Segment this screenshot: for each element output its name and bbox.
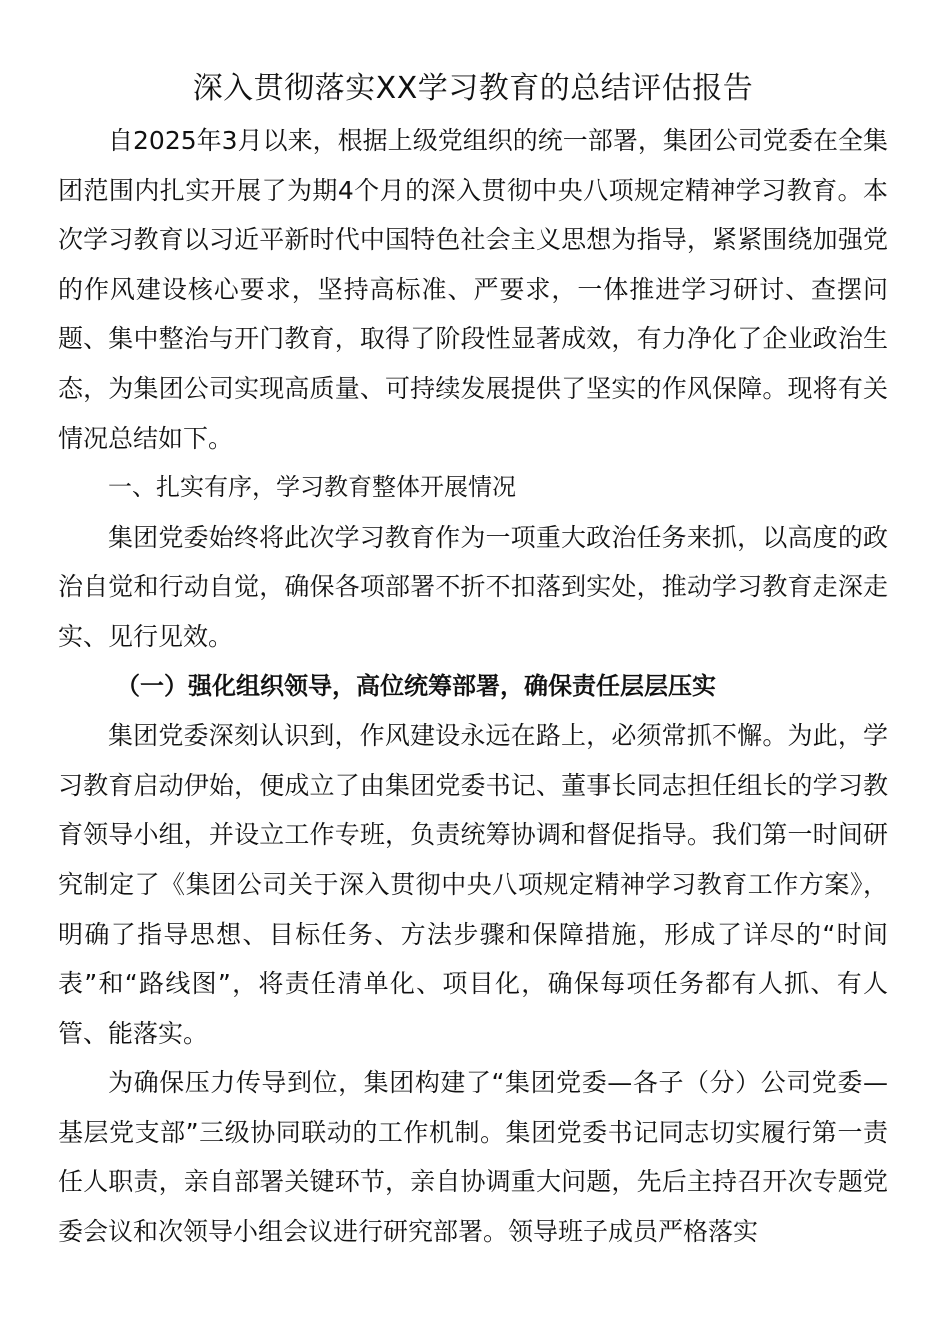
subsection-heading: （一）强化组织领导，高位统筹部署，确保责任层层压实 (116, 671, 716, 700)
section-paragraph: 集团党委始终将此次学习教育作为一项重大政治任务来抓，以高度的政治自觉和行动自觉，确保各项部署不折不扣落到实处，推动学习教育走深走实、见行见效。 (58, 522, 888, 651)
section-heading: 一、扎实有序，学习教育整体开展情况 (108, 473, 516, 502)
document-title: 深入贯彻落实XX学习教育的总结评估报告 (192, 71, 754, 106)
intro-paragraph: 自2025年3月以来，根据上级党组织的统一部署，集团公司党委在全集团范围内扎实开展了为期4个月的深入贯彻中央八项规定精神学习教育。本次学习教育以习近平新时代中国特色社会主义思想为指导，紧紧围绕加强党的作风建设核心要求，坚持高标准、严要求，一体推进学习研讨、查摆问题、集中整治与开门教育，取得了阶段性显著成效，有力净化了企业政治生态，为集团公司实现高质量、可持续发展提供了坚实的作风保障。现将有关情况总结如下。 (58, 126, 888, 453)
body-paragraph: 为确保压力传导到位，集团构建了“集团党委—各子（分）公司党委—基层党支部”三级协同联动的工作机制。集团党委书记同志切实履行第一责任人职责，亲自部署关键环节，亲自协调重大问题，先后主持召开次专题党委会议和次领导小组会议进行研究部署。领导班子成员严格落实 (58, 1068, 888, 1247)
document-page (58, 64, 888, 1257)
body-paragraph: 集团党委深刻认识到，作风建设永远在路上，必须常抓不懈。为此，学习教育启动伊始，便成立了由集团党委书记、董事长同志担任组长的学习教育领导小组，并设立工作专班，负责统筹协调和督促指导。我们第一时间研究制定了《集团公司关于深入贯彻中央八项规定精神学习教育工作方案》，明确了指导思想、目标任务、方法步骤和保障措施，形成了详尽的“时间表”和“路线图”，将责任清单化、项目化，确保每项任务都有人抓、有人管、能落实。 (58, 721, 888, 1048)
